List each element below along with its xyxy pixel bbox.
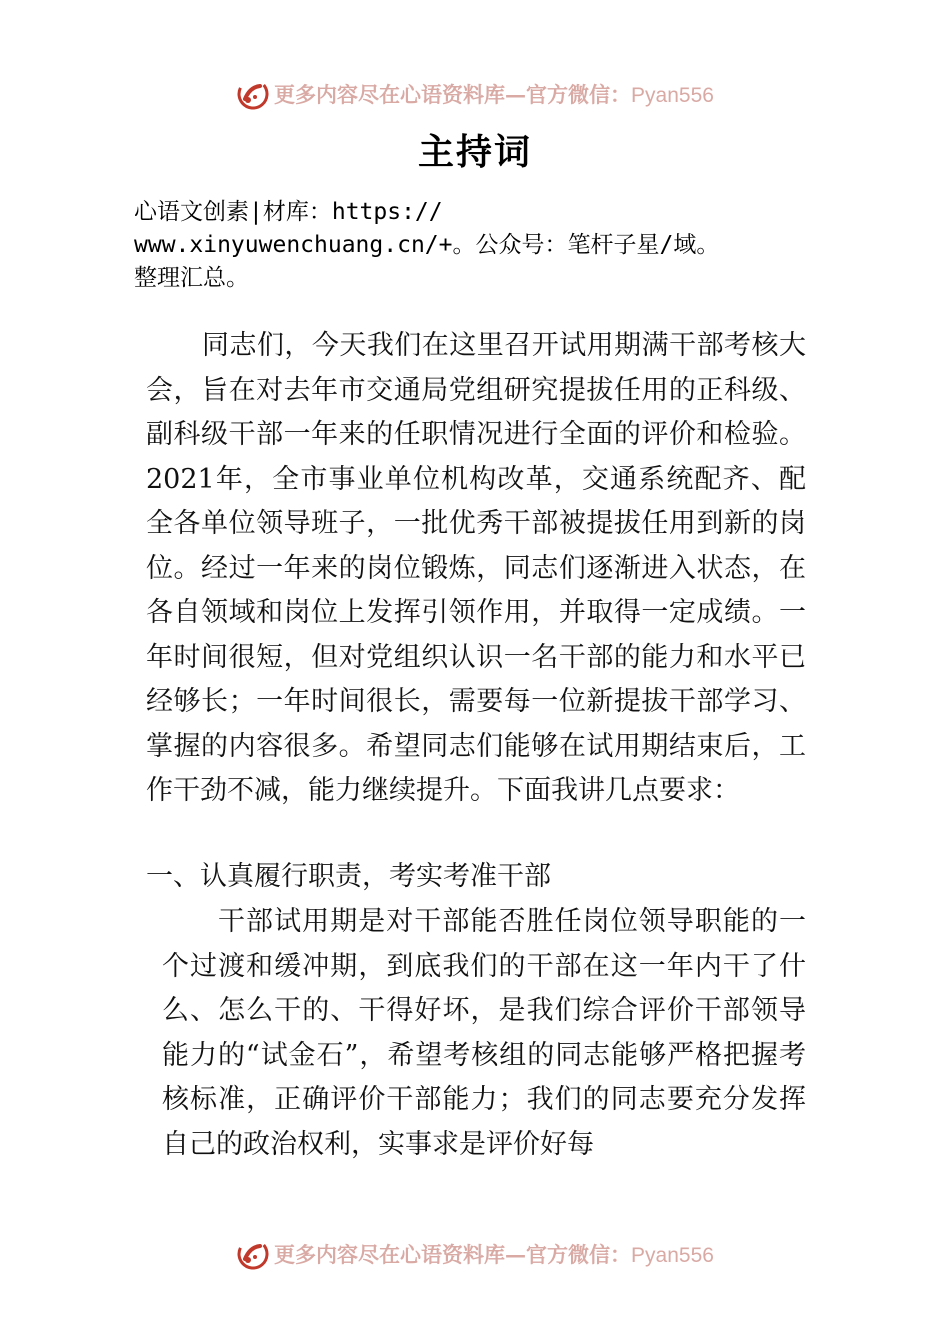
watermark-banner-bottom: [0, 1234, 950, 1274]
watermark-wechat-id: Pyan556: [631, 1244, 714, 1267]
section-heading-1: 一、认真履行职责，考实考准干部: [146, 861, 551, 892]
watermark-wechat-id: Pyan556: [631, 84, 714, 107]
body-paragraph-2: 干部试用期是对干部能否胜任岗位领导职能的一个过渡和缓冲期，到底我们的干部在这一年内干了什么、怎么干的、干得好坏，是我们综合评价干部领导能力的“试金石”，希望考核组的同志能够严格把握考核标准，正确评价干部能力；我们的同志要充分发挥自己的政治权利，实事求是评价好每: [162, 906, 806, 1160]
document-title: 主持词: [417, 131, 532, 173]
watermark-text: 更多内容尽在心语资料库—官方微信：Pyan556: [274, 82, 714, 107]
body-paragraph-1: 同志们，今天我们在这里召开试用期满干部考核大会，旨在对去年市交通局党组研究提拔任用的正科级、副科级干部一年来的任职情况进行全面的评价和检验。2021年，全市事业单位机构改革，交通系统配齐、配全各单位领导班子，一批优秀干部被提拔任用到新的岗位。经过一年来的岗位锻炼，同志们逐渐进入状态，在各自领域和岗位上发挥引领作用，并取得一定成绩。一年时间很短，但对党组织认识一名干部的能力和水平已经够长；一年时间很长，需要每一位新提拔干部学习、掌握的内容很多。希望同志们能够在试用期结束后，工作干劲不减，能力继续提升。下面我讲几点要求：: [146, 330, 806, 806]
red-brush-logo-icon: [236, 1237, 270, 1271]
red-brush-logo-icon: [236, 77, 270, 111]
watermark-banner-top: [0, 74, 950, 114]
watermark-text: 更多内容尽在心语资料库—官方微信：Pyan556: [274, 1242, 714, 1267]
source-note: 心语文创素|材库：https:// www.xinyuwenchuang.cn/+。公众号：笔杆子星/域。 整理汇总。: [134, 199, 720, 291]
